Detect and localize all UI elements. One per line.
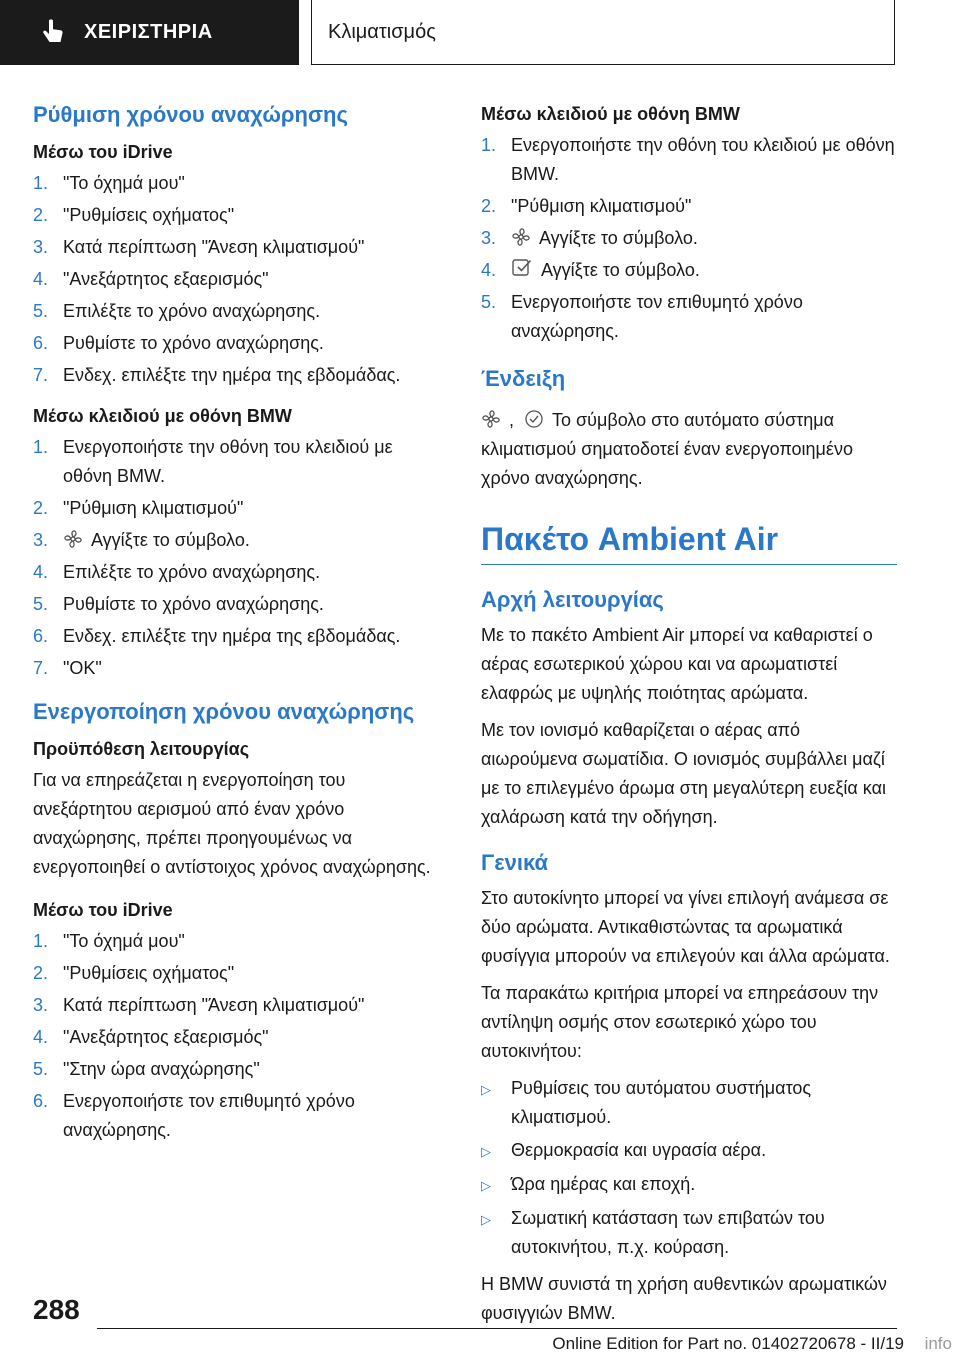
list-item: 1. Ενεργοποιήστε την οθόνη του κλειδιού με οθόνη BMW. [33, 437, 393, 486]
list-item: 1. Ενεργοποιήστε την οθόνη του κλειδιού με οθόνη BMW. [481, 135, 895, 184]
subheading-prerequisite: Προϋπόθεση λειτουργίας [33, 739, 250, 759]
indication-text: , Το σύμβολο στο αυτόματο σύστημα κλιματισμού σηματοδοτεί έναν ενεργοποιημένο χρόνο αναχώρησης. [481, 410, 853, 488]
list-item: 3. Κατά περίπτωση "Άνεση κλιματισμού" [33, 995, 365, 1015]
principle-paragraph-1: Με το πακέτο Ambient Air μπορεί να καθαριστεί ο αέρας εσωτερικού χώρου και να αρωματιστεί ελαφρώς με υψηλής ποιότητας αρώματα. [481, 625, 873, 703]
list-item: ▷ Θερμοκρασία και υγρασία αέρα. [481, 1140, 767, 1160]
list-item: 4. "Ανεξάρτητος εξαερισμός" [33, 1027, 269, 1047]
general-paragraph-2: Τα παρακάτω κριτήρια μπορεί να επηρεάσουν την αντίληψη οσμής στον εσωτερικό χώρο του αυτοκινήτου: [481, 983, 879, 1061]
list-item: 4. "Ανεξάρτητος εξαερισμός" [33, 269, 269, 289]
list-item: ▷ Ρυθμίσεις του αυτόματου συστήματος κλιματισμού. [481, 1078, 812, 1127]
list-item: 7. "OK" [33, 658, 102, 678]
principle-paragraph-2: Με τον ιονισμό καθαρίζεται ο αέρας από αιωρούμενα σωματίδια. Ο ιονισμός συμβάλλει μαζί με το επιλεγμένο άρωμα στη μεγαλύτερη ευεξία και χαλάρωση κατά την οδήγηση. [481, 720, 886, 827]
criteria-list [481, 1074, 897, 1262]
heading-general: Γενικά [481, 850, 549, 875]
watermark: info [924, 1334, 952, 1353]
fan-icon [63, 529, 83, 549]
list-item: 7. Ενδεχ. επιλέξτε την ημέρα της εβδομάδας. [33, 365, 401, 385]
list-item: 1. "Το όχημά μου" [33, 173, 185, 193]
list-item: 2. "Ρυθμίσεις οχήματος" [33, 205, 235, 225]
left-column [33, 98, 443, 1161]
fan-icon [481, 409, 501, 429]
section-title: Κλιματισμός [311, 0, 895, 65]
checkbox-check-icon [511, 257, 533, 279]
general-paragraph-1: Στο αυτοκίνητο μπορεί να γίνει επιλογή ανάμεσα σε δύο αρώματα. Αντικαθιστώντας τα αρωματικά φυσίγγια μπορούν να επιλεγούν και άλλα αρώματα. [481, 888, 890, 966]
list-item: 2. "Ρύθμιση κλιματισμού" [33, 498, 244, 518]
edition-text: Online Edition for Part no. 01402720678 - II/19 [552, 1334, 904, 1353]
steps-key-2 [481, 131, 897, 346]
list-item: 5. "Στην ώρα αναχώρησης" [33, 1059, 260, 1079]
heading-ambient-air: Πακέτο Ambient Air [481, 521, 897, 565]
list-item: 6. Ρυθμίστε το χρόνο αναχώρησης. [33, 333, 324, 353]
list-item: 6. Ενδεχ. επιλέξτε την ημέρα της εβδομάδας. [33, 626, 401, 646]
list-item: ▷ Σωματική κατάσταση των επιβατών του αυτοκινήτου, π.χ. κούραση. [481, 1208, 825, 1257]
prerequisite-text: Για να επηρεάζεται η ενεργοποίηση του ανεξάρτητου αερισμού από έναν χρόνο αναχώρησης, πρέπει προηγουμένως να ενεργοποιηθεί ο αντίστοιχος χρόνος αναχώρησης. [33, 770, 431, 877]
list-item: 3. Αγγίξτε το σύμβολο. [33, 530, 250, 550]
page-number: 288 [33, 1294, 80, 1325]
steps-idrive-1 [33, 169, 443, 390]
list-item: 2. "Ρυθμίσεις οχήματος" [33, 963, 235, 983]
footer-divider [97, 1328, 897, 1329]
list-item: 2. "Ρύθμιση κλιματισμού" [481, 196, 692, 216]
fan-icon [511, 227, 531, 247]
hand-pointer-icon [40, 19, 66, 47]
heading-activation: Ενεργοποίηση χρόνου αναχώρησης [33, 699, 415, 724]
list-item: 4. Αγγίξτε το σύμβολο. [481, 256, 897, 285]
list-item: 3. Κατά περίπτωση "Άνεση κλιματισμού" [33, 237, 365, 257]
header-tab [0, 0, 299, 65]
subheading-via-key: Μέσω κλειδιού με οθόνη BMW [33, 406, 292, 426]
steps-idrive-2 [33, 927, 443, 1145]
subheading-via-key-2: Μέσω κλειδιού με οθόνη BMW [481, 104, 740, 124]
steps-key-1 [33, 433, 443, 683]
header-tab-label: ΧΕΙΡΙΣΤΗΡΙΑ [84, 21, 213, 43]
list-item: 5. Ρυθμίστε το χρόνο αναχώρησης. [33, 594, 324, 614]
list-item: 5. Επιλέξτε το χρόνο αναχώρησης. [33, 301, 321, 321]
general-paragraph-3: Η BMW συνιστά τη χρήση αυθεντικών αρωματικών φυσιγγιών BMW. [481, 1274, 887, 1323]
right-column [481, 98, 897, 1336]
clock-check-icon [524, 409, 544, 429]
subheading-via-idrive-2: Μέσω του iDrive [33, 900, 173, 920]
list-item: ▷ Ώρα ημέρας και εποχή. [481, 1174, 696, 1194]
subheading-via-idrive: Μέσω του iDrive [33, 142, 173, 162]
list-item: 3. Αγγίξτε το σύμβολο. [481, 228, 698, 248]
list-item: 1. "Το όχημά μου" [33, 931, 185, 951]
heading-principle: Αρχή λειτουργίας [481, 587, 664, 612]
heading-indication: Ένδειξη [481, 366, 566, 391]
list-item: 6. Ενεργοποιήστε τον επιθυμητό χρόνο αναχώρησης. [33, 1091, 355, 1140]
heading-departure-time: Ρύθμιση χρόνου αναχώρησης [33, 102, 348, 127]
list-item: 4. Επιλέξτε το χρόνο αναχώρησης. [33, 562, 321, 582]
list-item: 5. Ενεργοποιήστε τον επιθυμητό χρόνο αναχώρησης. [481, 292, 803, 341]
